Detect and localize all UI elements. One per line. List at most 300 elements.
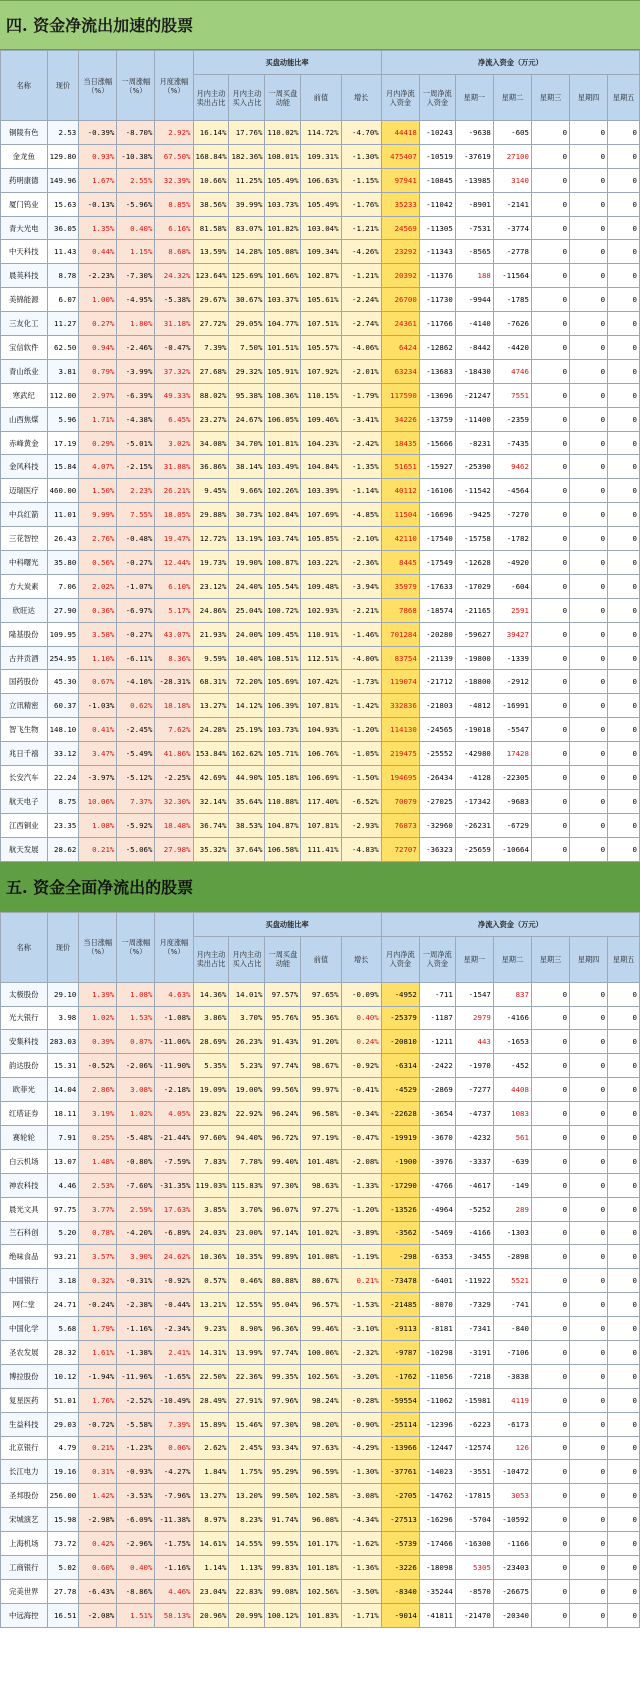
week-change: 3.08% <box>117 1078 155 1102</box>
growth: -1.21% <box>341 216 381 240</box>
month-change: 6.16% <box>155 216 193 240</box>
sell-ratio: 34.08% <box>193 431 229 455</box>
week-change: 1.53% <box>117 1006 155 1030</box>
day-change: 0.79% <box>79 359 117 383</box>
buy-ratio: 11.25% <box>229 168 265 192</box>
thu-flow: 0 <box>570 1269 608 1293</box>
wed-flow: 0 <box>531 837 569 861</box>
week-buy-power: 103.74% <box>265 527 301 551</box>
sell-ratio: 7.83% <box>193 1149 229 1173</box>
month-net-flow: 219475 <box>381 742 419 766</box>
price: 24.71 <box>47 1293 79 1317</box>
prev-value: 106.76% <box>301 742 341 766</box>
growth: -1.79% <box>341 383 381 407</box>
day-change: 0.42% <box>79 1532 117 1556</box>
mon-flow: -37619 <box>455 144 493 168</box>
week-buy-power: 101.66% <box>265 264 301 288</box>
week-change: 1.08% <box>117 982 155 1006</box>
mon-flow: -19800 <box>455 646 493 670</box>
day-change: 0.93% <box>79 144 117 168</box>
stock-name: 中国化学 <box>1 1317 48 1341</box>
month-change: -7.59% <box>155 1149 193 1173</box>
thu-flow: 0 <box>570 1173 608 1197</box>
month-net-flow: -13526 <box>381 1197 419 1221</box>
table-row <box>1 359 640 383</box>
buy-ratio: 72.20% <box>229 670 265 694</box>
fri-flow: 0 <box>608 168 640 192</box>
month-change: -11.06% <box>155 1030 193 1054</box>
wed-flow: 0 <box>531 407 569 431</box>
month-change: 19.47% <box>155 527 193 551</box>
prev-value: 114.72% <box>301 121 341 145</box>
growth: -1.20% <box>341 718 381 742</box>
month-net-flow: -25379 <box>381 1006 419 1030</box>
prev-value: 103.22% <box>301 551 341 575</box>
wed-flow: 0 <box>531 551 569 575</box>
fri-flow: 0 <box>608 359 640 383</box>
growth: -4.85% <box>341 503 381 527</box>
day-change: -0.52% <box>79 1054 117 1078</box>
month-net-flow: 42110 <box>381 527 419 551</box>
week-change: -4.95% <box>117 288 155 312</box>
thu-flow: 0 <box>570 359 608 383</box>
buy-ratio: 15.46% <box>229 1412 265 1436</box>
tue-flow: -4420 <box>493 336 531 360</box>
month-change: 31.88% <box>155 455 193 479</box>
mon-flow: -8565 <box>455 240 493 264</box>
col-week: 一周涨幅（%） <box>117 912 155 982</box>
month-net-flow: 63234 <box>381 359 419 383</box>
week-net-flow: -36323 <box>419 837 455 861</box>
stock-name: 国药股份 <box>1 670 48 694</box>
mon-flow: -15758 <box>455 527 493 551</box>
growth: -2.01% <box>341 359 381 383</box>
sell-ratio: 123.64% <box>193 264 229 288</box>
table-row <box>1 1269 640 1293</box>
col-fri: 星期五 <box>608 936 640 982</box>
table-row <box>1 789 640 813</box>
fri-flow: 0 <box>608 1221 640 1245</box>
month-change: -1.16% <box>155 1555 193 1579</box>
fri-flow: 0 <box>608 144 640 168</box>
wed-flow: 0 <box>531 1579 569 1603</box>
month-net-flow: -4952 <box>381 982 419 1006</box>
week-change: -7.30% <box>117 264 155 288</box>
fri-flow: 0 <box>608 1102 640 1126</box>
price: 256.00 <box>47 1484 79 1508</box>
week-buy-power: 95.76% <box>265 1006 301 1030</box>
tue-flow: -840 <box>493 1317 531 1341</box>
day-change: 0.36% <box>79 598 117 622</box>
day-change: -0.13% <box>79 192 117 216</box>
fri-flow: 0 <box>608 121 640 145</box>
group-net-flow: 净流入资金（万元） <box>381 912 639 936</box>
prev-value: 105.61% <box>301 288 341 312</box>
buy-ratio: 9.66% <box>229 479 265 503</box>
table-row <box>1 1102 640 1126</box>
stock-name: 圣邦股份 <box>1 1484 48 1508</box>
fri-flow: 0 <box>608 837 640 861</box>
prev-value: 105.57% <box>301 336 341 360</box>
thu-flow: 0 <box>570 670 608 694</box>
month-net-flow: 24569 <box>381 216 419 240</box>
week-buy-power: 105.08% <box>265 240 301 264</box>
buy-ratio: 24.00% <box>229 622 265 646</box>
fri-flow: 0 <box>608 982 640 1006</box>
growth: -4.83% <box>341 837 381 861</box>
day-change: 1.76% <box>79 1388 117 1412</box>
thu-flow: 0 <box>570 982 608 1006</box>
sell-ratio: 23.82% <box>193 1102 229 1126</box>
stock-name: 宝信软件 <box>1 336 48 360</box>
growth: -3.10% <box>341 1317 381 1341</box>
table-row <box>1 312 640 336</box>
week-net-flow: -21803 <box>419 694 455 718</box>
month-change: 2.92% <box>155 121 193 145</box>
week-buy-power: 96.36% <box>265 1317 301 1341</box>
week-change: -5.06% <box>117 837 155 861</box>
price: 97.75 <box>47 1197 79 1221</box>
week-buy-power: 96.07% <box>265 1197 301 1221</box>
prev-value: 107.92% <box>301 359 341 383</box>
price: 51.01 <box>47 1388 79 1412</box>
mon-flow: -12628 <box>455 551 493 575</box>
buy-ratio: 14.12% <box>229 694 265 718</box>
sell-ratio: 2.62% <box>193 1436 229 1460</box>
day-change: 0.31% <box>79 1460 117 1484</box>
month-net-flow: -73478 <box>381 1269 419 1293</box>
fri-flow: 0 <box>608 551 640 575</box>
month-net-flow: 34226 <box>381 407 419 431</box>
buy-ratio: 94.40% <box>229 1125 265 1149</box>
thu-flow: 0 <box>570 1579 608 1603</box>
mon-flow: 443 <box>455 1030 493 1054</box>
price: 2.53 <box>47 121 79 145</box>
wed-flow: 0 <box>531 1197 569 1221</box>
sell-ratio: 32.14% <box>193 789 229 813</box>
day-change: 2.76% <box>79 527 117 551</box>
week-change: -5.12% <box>117 766 155 790</box>
table-row <box>1 144 640 168</box>
thu-flow: 0 <box>570 336 608 360</box>
sell-ratio: 27.68% <box>193 359 229 383</box>
section-full-outflow <box>0 862 640 1628</box>
col-buy-out: 月内主动卖出占比 <box>193 936 229 982</box>
week-change: -0.27% <box>117 551 155 575</box>
day-change: 3.19% <box>79 1102 117 1126</box>
wed-flow: 0 <box>531 1054 569 1078</box>
stock-name: 神农科技 <box>1 1173 48 1197</box>
week-buy-power: 99.55% <box>265 1532 301 1556</box>
col-growth: 增长 <box>341 75 381 121</box>
mon-flow: -7218 <box>455 1364 493 1388</box>
buy-ratio: 29.05% <box>229 312 265 336</box>
tue-flow: -11564 <box>493 264 531 288</box>
month-change: -21.44% <box>155 1125 193 1149</box>
thu-flow: 0 <box>570 144 608 168</box>
wed-flow: 0 <box>531 431 569 455</box>
week-change: -8.86% <box>117 1579 155 1603</box>
fri-flow: 0 <box>608 1579 640 1603</box>
month-net-flow: -9113 <box>381 1317 419 1341</box>
price: 33.12 <box>47 742 79 766</box>
day-change: 1.42% <box>79 1484 117 1508</box>
sell-ratio: 21.93% <box>193 622 229 646</box>
col-name: 名称 <box>1 51 48 121</box>
month-change: 17.63% <box>155 1197 193 1221</box>
buy-ratio: 38.14% <box>229 455 265 479</box>
stock-name: 铜陵有色 <box>1 121 48 145</box>
wed-flow: 0 <box>531 264 569 288</box>
growth: -1.42% <box>341 694 381 718</box>
week-change: -5.48% <box>117 1125 155 1149</box>
table-row <box>1 670 640 694</box>
tue-flow: -9683 <box>493 789 531 813</box>
month-change: -11.90% <box>155 1054 193 1078</box>
mon-flow: -26231 <box>455 813 493 837</box>
wed-flow: 0 <box>531 1460 569 1484</box>
stock-table <box>0 912 640 1628</box>
week-buy-power: 103.73% <box>265 718 301 742</box>
tue-flow: 17428 <box>493 742 531 766</box>
table-row <box>1 742 640 766</box>
buy-ratio: 17.76% <box>229 121 265 145</box>
fri-flow: 0 <box>608 192 640 216</box>
sell-ratio: 9.59% <box>193 646 229 670</box>
thu-flow: 0 <box>570 1340 608 1364</box>
week-buy-power: 101.82% <box>265 216 301 240</box>
sell-ratio: 13.59% <box>193 240 229 264</box>
fri-flow: 0 <box>608 1508 640 1532</box>
growth: -1.36% <box>341 1555 381 1579</box>
price: 6.07 <box>47 288 79 312</box>
day-change: 3.57% <box>79 1245 117 1269</box>
sell-ratio: 8.97% <box>193 1508 229 1532</box>
week-change: -6.97% <box>117 598 155 622</box>
day-change: -3.97% <box>79 766 117 790</box>
month-net-flow: -1762 <box>381 1364 419 1388</box>
thu-flow: 0 <box>570 1245 608 1269</box>
month-net-flow: 26700 <box>381 288 419 312</box>
buy-ratio: 35.64% <box>229 789 265 813</box>
month-change: 4.46% <box>155 1579 193 1603</box>
growth: -4.26% <box>341 240 381 264</box>
growth: -1.35% <box>341 455 381 479</box>
table-row <box>1 1173 640 1197</box>
col-fri: 星期五 <box>608 75 640 121</box>
day-change: 1.00% <box>79 288 117 312</box>
wed-flow: 0 <box>531 240 569 264</box>
week-net-flow: -6401 <box>419 1269 455 1293</box>
stock-name: 中天科技 <box>1 240 48 264</box>
sell-ratio: 22.50% <box>193 1364 229 1388</box>
table-row <box>1 264 640 288</box>
col-wed: 星期三 <box>531 75 569 121</box>
week-net-flow: -6353 <box>419 1245 455 1269</box>
growth: -0.28% <box>341 1388 381 1412</box>
thu-flow: 0 <box>570 1102 608 1126</box>
tue-flow: -604 <box>493 574 531 598</box>
month-net-flow: -25114 <box>381 1412 419 1436</box>
col-week: 一周涨幅（%） <box>117 51 155 121</box>
fri-flow: 0 <box>608 766 640 790</box>
thu-flow: 0 <box>570 837 608 861</box>
day-change: 1.61% <box>79 1340 117 1364</box>
month-change: -2.18% <box>155 1078 193 1102</box>
growth: -4.70% <box>341 121 381 145</box>
month-change: 5.17% <box>155 598 193 622</box>
sell-ratio: 14.36% <box>193 982 229 1006</box>
week-buy-power: 97.74% <box>265 1054 301 1078</box>
day-change: 1.08% <box>79 813 117 837</box>
week-net-flow: -16106 <box>419 479 455 503</box>
group-buy-ratio: 买盘动能比率 <box>193 51 381 75</box>
thu-flow: 0 <box>570 1460 608 1484</box>
table-row <box>1 1460 640 1484</box>
table-row <box>1 240 640 264</box>
week-change: -6.11% <box>117 646 155 670</box>
table-row <box>1 431 640 455</box>
sell-ratio: 20.96% <box>193 1603 229 1627</box>
week-buy-power: 99.56% <box>265 1078 301 1102</box>
prev-value: 103.04% <box>301 216 341 240</box>
price: 460.00 <box>47 479 79 503</box>
mon-flow: -13985 <box>455 168 493 192</box>
month-change: 31.18% <box>155 312 193 336</box>
month-change: -2.25% <box>155 766 193 790</box>
week-net-flow: -10845 <box>419 168 455 192</box>
price: 8.78 <box>47 264 79 288</box>
group-net-flow: 净流入资金（万元） <box>381 51 639 75</box>
mon-flow: -15981 <box>455 1388 493 1412</box>
table-row <box>1 1125 640 1149</box>
wed-flow: 0 <box>531 383 569 407</box>
tue-flow: -149 <box>493 1173 531 1197</box>
week-net-flow: -17540 <box>419 527 455 551</box>
buy-ratio: 25.19% <box>229 718 265 742</box>
wed-flow: 0 <box>531 1388 569 1412</box>
price: 15.63 <box>47 192 79 216</box>
stock-name: 太极股份 <box>1 982 48 1006</box>
fri-flow: 0 <box>608 622 640 646</box>
month-net-flow: 70079 <box>381 789 419 813</box>
month-net-flow: -2705 <box>381 1484 419 1508</box>
day-change: -0.72% <box>79 1412 117 1436</box>
week-change: -3.99% <box>117 359 155 383</box>
week-buy-power: 99.08% <box>265 1579 301 1603</box>
growth: -4.00% <box>341 646 381 670</box>
day-change: 0.67% <box>79 670 117 694</box>
prev-value: 107.69% <box>301 503 341 527</box>
week-net-flow: -3976 <box>419 1149 455 1173</box>
stock-name: 赛轮轮 <box>1 1125 48 1149</box>
sell-ratio: 35.32% <box>193 837 229 861</box>
thu-flow: 0 <box>570 646 608 670</box>
tue-flow: -3774 <box>493 216 531 240</box>
month-change: 24.62% <box>155 1245 193 1269</box>
mon-flow: -17029 <box>455 574 493 598</box>
tue-flow: -452 <box>493 1054 531 1078</box>
week-net-flow: -4964 <box>419 1197 455 1221</box>
month-net-flow: -4529 <box>381 1078 419 1102</box>
month-change: 0.06% <box>155 1436 193 1460</box>
month-net-flow: -21485 <box>381 1293 419 1317</box>
price: 283.03 <box>47 1030 79 1054</box>
price: 45.30 <box>47 670 79 694</box>
month-net-flow: 72707 <box>381 837 419 861</box>
buy-ratio: 5.23% <box>229 1054 265 1078</box>
tue-flow: 5521 <box>493 1269 531 1293</box>
week-change: -4.38% <box>117 407 155 431</box>
prev-value: 98.63% <box>301 1173 341 1197</box>
week-buy-power: 99.89% <box>265 1245 301 1269</box>
table-row <box>1 216 640 240</box>
price: 8.75 <box>47 789 79 813</box>
price: 5.02 <box>47 1555 79 1579</box>
growth: -1.20% <box>341 1197 381 1221</box>
price: 15.84 <box>47 455 79 479</box>
week-net-flow: -1187 <box>419 1006 455 1030</box>
table-row <box>1 121 640 145</box>
wed-flow: 0 <box>531 144 569 168</box>
week-change: -5.58% <box>117 1412 155 1436</box>
mon-flow: -25659 <box>455 837 493 861</box>
mon-flow: -11542 <box>455 479 493 503</box>
thu-flow: 0 <box>570 622 608 646</box>
week-net-flow: -27025 <box>419 789 455 813</box>
sell-ratio: 3.86% <box>193 1006 229 1030</box>
fri-flow: 0 <box>608 574 640 598</box>
month-change: 26.21% <box>155 479 193 503</box>
stock-name: 金风科技 <box>1 455 48 479</box>
wed-flow: 0 <box>531 527 569 551</box>
wed-flow: 0 <box>531 312 569 336</box>
buy-ratio: 13.20% <box>229 1484 265 1508</box>
thu-flow: 0 <box>570 1484 608 1508</box>
price: 5.68 <box>47 1317 79 1341</box>
thu-flow: 0 <box>570 1054 608 1078</box>
month-net-flow: 24361 <box>381 312 419 336</box>
table-row <box>1 1030 640 1054</box>
mon-flow: -59627 <box>455 622 493 646</box>
fri-flow: 0 <box>608 598 640 622</box>
prev-value: 102.56% <box>301 1364 341 1388</box>
month-change: 7.39% <box>155 1412 193 1436</box>
week-change: -5.01% <box>117 431 155 455</box>
buy-ratio: 1.13% <box>229 1555 265 1579</box>
prev-value: 99.46% <box>301 1317 341 1341</box>
table-row <box>1 407 640 431</box>
fri-flow: 0 <box>608 240 640 264</box>
wed-flow: 0 <box>531 359 569 383</box>
col-prev: 前值 <box>301 75 341 121</box>
month-net-flow: 97941 <box>381 168 419 192</box>
growth: -0.92% <box>341 1054 381 1078</box>
week-net-flow: -25552 <box>419 742 455 766</box>
sell-ratio: 13.27% <box>193 694 229 718</box>
week-change: -2.38% <box>117 1293 155 1317</box>
stock-name: 白云机场 <box>1 1149 48 1173</box>
buy-ratio: 12.55% <box>229 1293 265 1317</box>
stock-name: 光大银行 <box>1 1006 48 1030</box>
wed-flow: 0 <box>531 1245 569 1269</box>
wed-flow: 0 <box>531 1364 569 1388</box>
growth: -1.19% <box>341 1245 381 1269</box>
section-title: 四. 资金净流出加速的股票 <box>0 0 640 50</box>
table-row <box>1 1532 640 1556</box>
buy-ratio: 19.00% <box>229 1078 265 1102</box>
table-row <box>1 1340 640 1364</box>
